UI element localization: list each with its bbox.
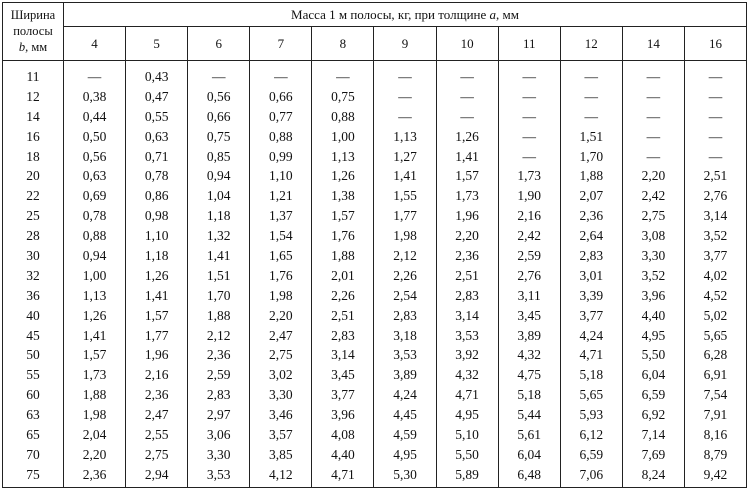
mass-value-cell: 0,94 — [64, 246, 126, 266]
mass-value-cell: 2,36 — [64, 465, 126, 487]
mass-value-cell: 1,26 — [64, 306, 126, 326]
mass-value-cell: 1,13 — [312, 147, 374, 167]
thickness-header-7: 7 — [250, 27, 312, 61]
thickness-header-11: 11 — [498, 27, 560, 61]
table-row — [3, 445, 747, 465]
mass-value-cell: 1,73 — [498, 166, 560, 186]
table-row — [3, 385, 747, 405]
mass-value-cell: 3,02 — [250, 365, 312, 385]
mass-value-cell: 1,41 — [64, 326, 126, 346]
mass-value-cell: 1,88 — [312, 246, 374, 266]
mass-value-cell: 0,69 — [64, 186, 126, 206]
mass-value-cell: 5,02 — [684, 306, 746, 326]
mass-value-cell: 4,59 — [374, 425, 436, 445]
mass-value-cell: 2,83 — [188, 385, 250, 405]
strip-width-cell: 16 — [3, 127, 64, 147]
mass-value-cell: — — [64, 61, 126, 87]
mass-value-cell: 1,98 — [250, 286, 312, 306]
mass-value-cell: 8,79 — [684, 445, 746, 465]
width-unit: , мм — [25, 40, 48, 54]
mass-value-cell: 2,26 — [374, 266, 436, 286]
mass-value-cell: 0,88 — [64, 226, 126, 246]
mass-value-cell: 0,75 — [188, 127, 250, 147]
mass-value-cell: 6,48 — [498, 465, 560, 487]
mass-value-cell: — — [684, 61, 746, 87]
mass-value-cell: 1,00 — [64, 266, 126, 286]
thickness-header-10: 10 — [436, 27, 498, 61]
mass-value-cell: 4,40 — [312, 445, 374, 465]
thickness-header-8: 8 — [312, 27, 374, 61]
table-row — [3, 147, 747, 167]
mass-value-cell: 5,93 — [560, 405, 622, 425]
mass-value-cell: 0,47 — [126, 87, 188, 107]
table-row — [3, 87, 747, 107]
table-row — [3, 266, 747, 286]
table-row — [3, 465, 747, 487]
mass-value-cell: 6,12 — [560, 425, 622, 445]
mass-value-cell: 3,18 — [374, 326, 436, 346]
mass-value-cell: — — [498, 127, 560, 147]
mass-value-cell: 2,36 — [560, 206, 622, 226]
mass-value-cell: 4,71 — [312, 465, 374, 487]
mass-value-cell: 1,26 — [126, 266, 188, 286]
mass-value-cell: 2,59 — [188, 365, 250, 385]
mass-value-cell: 1,70 — [560, 147, 622, 167]
mass-value-cell: 1,54 — [250, 226, 312, 246]
mass-value-cell: 2,54 — [374, 286, 436, 306]
thickness-header-9: 9 — [374, 27, 436, 61]
mass-value-cell: 2,01 — [312, 266, 374, 286]
mass-value-cell: 2,36 — [188, 345, 250, 365]
mass-value-cell: 1,27 — [374, 147, 436, 167]
mass-value-cell: 1,88 — [560, 166, 622, 186]
table-row — [3, 206, 747, 226]
mass-value-cell: 2,12 — [188, 326, 250, 346]
mass-value-cell: 4,02 — [684, 266, 746, 286]
mass-value-cell: 0,77 — [250, 107, 312, 127]
mass-value-cell: 4,52 — [684, 286, 746, 306]
mass-value-cell: 3,14 — [436, 306, 498, 326]
mass-value-cell: 1,41 — [436, 147, 498, 167]
mass-value-cell: 1,57 — [126, 306, 188, 326]
table-header — [3, 3, 747, 61]
mass-value-cell: 3,89 — [498, 326, 560, 346]
table-row — [3, 405, 747, 425]
mass-value-cell: 0,56 — [188, 87, 250, 107]
strip-width-cell: 70 — [3, 445, 64, 465]
mass-value-cell: 1,26 — [436, 127, 498, 147]
mass-value-cell: 1,13 — [64, 286, 126, 306]
mass-value-cell: 3,89 — [374, 365, 436, 385]
mass-value-cell: 3,30 — [250, 385, 312, 405]
mass-value-cell: 3,53 — [436, 326, 498, 346]
mass-value-cell: 1,76 — [312, 226, 374, 246]
mass-value-cell: 8,16 — [684, 425, 746, 445]
table-row — [3, 246, 747, 266]
mass-value-cell: 2,42 — [498, 226, 560, 246]
mass-value-cell: 1,55 — [374, 186, 436, 206]
mass-value-cell: 1,98 — [64, 405, 126, 425]
mass-value-cell: 3,77 — [684, 246, 746, 266]
mass-value-cell: 2,83 — [312, 326, 374, 346]
strip-width-cell: 45 — [3, 326, 64, 346]
mass-value-cell: 0,55 — [126, 107, 188, 127]
mass-value-cell: 5,18 — [498, 385, 560, 405]
mass-value-cell: 3,06 — [188, 425, 250, 445]
mass-value-cell: 2,36 — [126, 385, 188, 405]
strip-width-cell: 22 — [3, 186, 64, 206]
mass-value-cell: 2,20 — [250, 306, 312, 326]
mass-value-cell: 3,57 — [250, 425, 312, 445]
table-row — [3, 127, 747, 147]
mass-value-cell: — — [188, 61, 250, 87]
mass-value-cell: 2,76 — [684, 186, 746, 206]
mass-value-cell: — — [312, 61, 374, 87]
mass-value-cell: 2,20 — [436, 226, 498, 246]
mass-value-cell: 0,78 — [126, 166, 188, 186]
mass-value-cell: 3,77 — [560, 306, 622, 326]
strip-width-cell: 28 — [3, 226, 64, 246]
strip-width-cell: 55 — [3, 365, 64, 385]
table-row — [3, 306, 747, 326]
mass-value-cell: 2,55 — [126, 425, 188, 445]
mass-value-cell: 3,45 — [312, 365, 374, 385]
mass-value-cell: 4,24 — [560, 326, 622, 346]
mass-value-cell: 1,96 — [126, 345, 188, 365]
mass-value-cell: — — [622, 107, 684, 127]
mass-value-cell: 5,18 — [560, 365, 622, 385]
mass-value-cell: 1,41 — [188, 246, 250, 266]
mass-value-cell: 2,42 — [622, 186, 684, 206]
mass-value-cell: 2,94 — [126, 465, 188, 487]
mass-value-cell: 1,90 — [498, 186, 560, 206]
mass-value-cell: 1,26 — [312, 166, 374, 186]
mass-value-cell: 1,98 — [374, 226, 436, 246]
mass-value-cell: 7,06 — [560, 465, 622, 487]
mass-value-cell: 1,38 — [312, 186, 374, 206]
thickness-header-14: 14 — [622, 27, 684, 61]
mass-value-cell: 7,91 — [684, 405, 746, 425]
mass-value-cell: 3,08 — [622, 226, 684, 246]
mass-value-cell: 2,59 — [498, 246, 560, 266]
mass-header-suffix: , мм — [496, 6, 519, 22]
mass-value-cell: — — [622, 87, 684, 107]
mass-value-cell: — — [498, 87, 560, 107]
thickness-header-6: 6 — [188, 27, 250, 61]
mass-value-cell: 5,30 — [374, 465, 436, 487]
strip-width-cell: 63 — [3, 405, 64, 425]
mass-value-cell: 3,52 — [684, 226, 746, 246]
mass-value-cell: — — [560, 87, 622, 107]
mass-value-cell: 1,57 — [64, 345, 126, 365]
mass-value-cell: 1,70 — [188, 286, 250, 306]
mass-value-cell: 4,75 — [498, 365, 560, 385]
thickness-header-12: 12 — [560, 27, 622, 61]
width-column-header — [3, 3, 64, 61]
mass-value-cell: 4,32 — [436, 365, 498, 385]
mass-value-cell: 0,75 — [312, 87, 374, 107]
mass-value-cell: 0,88 — [250, 127, 312, 147]
mass-value-cell: 1,41 — [126, 286, 188, 306]
mass-value-cell: 2,51 — [312, 306, 374, 326]
mass-value-cell: — — [684, 107, 746, 127]
mass-header-prefix: Масса 1 м полосы, кг, при толщине — [291, 6, 490, 22]
mass-value-cell: 1,57 — [312, 206, 374, 226]
strip-width-cell: 25 — [3, 206, 64, 226]
mass-value-cell: 5,65 — [560, 385, 622, 405]
mass-value-cell: 3,92 — [436, 345, 498, 365]
mass-value-cell: — — [560, 107, 622, 127]
mass-value-cell: 2,51 — [684, 166, 746, 186]
mass-value-cell: 0,38 — [64, 87, 126, 107]
mass-value-cell: 2,20 — [64, 445, 126, 465]
mass-value-cell: 4,71 — [436, 385, 498, 405]
strip-width-cell: 12 — [3, 87, 64, 107]
mass-value-cell: 1,13 — [374, 127, 436, 147]
mass-value-cell: 5,10 — [436, 425, 498, 445]
mass-value-cell: 5,61 — [498, 425, 560, 445]
mass-value-cell: 0,44 — [64, 107, 126, 127]
mass-value-cell: 4,32 — [498, 345, 560, 365]
mass-value-cell: 1,10 — [250, 166, 312, 186]
mass-value-cell: — — [498, 61, 560, 87]
mass-value-cell: 3,45 — [498, 306, 560, 326]
mass-value-cell: 2,75 — [622, 206, 684, 226]
table-row — [3, 345, 747, 365]
table-row — [3, 365, 747, 385]
mass-table — [2, 2, 747, 488]
mass-value-cell: 9,42 — [684, 465, 746, 487]
mass-value-cell: 0,99 — [250, 147, 312, 167]
mass-value-cell: 6,04 — [622, 365, 684, 385]
mass-value-cell: 4,45 — [374, 405, 436, 425]
mass-value-cell: 2,83 — [436, 286, 498, 306]
mass-value-cell: 1,57 — [436, 166, 498, 186]
mass-value-cell: 1,51 — [188, 266, 250, 286]
mass-value-cell: 2,16 — [498, 206, 560, 226]
table-row — [3, 61, 747, 87]
strip-width-cell: 75 — [3, 465, 64, 487]
mass-value-cell: 1,65 — [250, 246, 312, 266]
thickness-header-16: 16 — [684, 27, 746, 61]
mass-value-cell: 4,95 — [436, 405, 498, 425]
mass-value-cell: 7,54 — [684, 385, 746, 405]
mass-value-cell: 6,92 — [622, 405, 684, 425]
mass-value-cell: 0,43 — [126, 61, 188, 87]
mass-value-cell: 1,88 — [188, 306, 250, 326]
strip-width-cell: 40 — [3, 306, 64, 326]
mass-value-cell: — — [684, 87, 746, 107]
mass-value-cell: 1,21 — [250, 186, 312, 206]
mass-value-cell: 0,56 — [64, 147, 126, 167]
strip-width-cell: 60 — [3, 385, 64, 405]
mass-value-cell: 0,78 — [64, 206, 126, 226]
mass-value-cell: 5,65 — [684, 326, 746, 346]
mass-value-cell: 5,89 — [436, 465, 498, 487]
strip-width-cell: 11 — [3, 61, 64, 87]
mass-value-cell: 0,86 — [126, 186, 188, 206]
mass-value-cell: 2,04 — [64, 425, 126, 445]
mass-value-cell: 3,01 — [560, 266, 622, 286]
width-header-line-1: Ширина — [10, 8, 56, 22]
width-header-line-3 — [3, 39, 63, 55]
mass-value-cell: 1,77 — [126, 326, 188, 346]
mass-value-cell: — — [622, 61, 684, 87]
strip-width-cell: 30 — [3, 246, 64, 266]
mass-value-cell: 0,88 — [312, 107, 374, 127]
mass-value-cell: 0,98 — [126, 206, 188, 226]
mass-value-cell: — — [498, 147, 560, 167]
mass-value-cell: 4,95 — [622, 326, 684, 346]
mass-value-cell: 1,77 — [374, 206, 436, 226]
mass-value-cell: 4,24 — [374, 385, 436, 405]
mass-value-cell: 2,20 — [622, 166, 684, 186]
mass-value-cell: 0,66 — [188, 107, 250, 127]
strip-width-cell: 18 — [3, 147, 64, 167]
mass-value-cell: 6,28 — [684, 345, 746, 365]
mass-value-cell: 1,37 — [250, 206, 312, 226]
mass-value-cell: 2,83 — [560, 246, 622, 266]
mass-value-cell: 2,51 — [436, 266, 498, 286]
mass-group-header — [64, 3, 747, 27]
strip-width-cell: 32 — [3, 266, 64, 286]
width-header-line-2: полосы — [13, 24, 53, 38]
mass-value-cell: 0,66 — [250, 87, 312, 107]
width-variable: b — [18, 40, 26, 54]
table-row — [3, 286, 747, 306]
thickness-header-5: 5 — [126, 27, 188, 61]
strip-width-cell: 50 — [3, 345, 64, 365]
mass-value-cell: 2,47 — [126, 405, 188, 425]
mass-value-cell: — — [436, 107, 498, 127]
mass-value-cell: 1,32 — [188, 226, 250, 246]
mass-value-cell: 3,85 — [250, 445, 312, 465]
strip-width-cell: 65 — [3, 425, 64, 445]
mass-value-cell: — — [684, 147, 746, 167]
mass-value-cell: 0,63 — [64, 166, 126, 186]
mass-value-cell: 6,91 — [684, 365, 746, 385]
mass-value-cell: 0,71 — [126, 147, 188, 167]
mass-value-cell: 3,39 — [560, 286, 622, 306]
mass-value-cell: 3,52 — [622, 266, 684, 286]
mass-value-cell: 2,16 — [126, 365, 188, 385]
mass-value-cell: 3,30 — [622, 246, 684, 266]
thickness-variable: a — [489, 6, 497, 22]
mass-value-cell: 0,50 — [64, 127, 126, 147]
mass-value-cell: 1,73 — [436, 186, 498, 206]
mass-value-cell: 1,10 — [126, 226, 188, 246]
mass-value-cell: 0,94 — [188, 166, 250, 186]
mass-value-cell: 3,46 — [250, 405, 312, 425]
mass-value-cell: — — [250, 61, 312, 87]
mass-value-cell: 1,18 — [188, 206, 250, 226]
mass-value-cell: 8,24 — [622, 465, 684, 487]
mass-value-cell: 6,59 — [622, 385, 684, 405]
mass-value-cell: 5,50 — [436, 445, 498, 465]
mass-value-cell: 4,95 — [374, 445, 436, 465]
mass-value-cell: 3,96 — [312, 405, 374, 425]
mass-value-cell: 2,83 — [374, 306, 436, 326]
mass-value-cell: — — [374, 107, 436, 127]
mass-value-cell: 1,18 — [126, 246, 188, 266]
strip-width-cell: 36 — [3, 286, 64, 306]
table-row — [3, 166, 747, 186]
mass-value-cell: — — [374, 87, 436, 107]
mass-value-cell: 1,41 — [374, 166, 436, 186]
mass-value-cell: 2,36 — [436, 246, 498, 266]
table-row — [3, 107, 747, 127]
mass-value-cell: 2,26 — [312, 286, 374, 306]
strip-width-cell: 14 — [3, 107, 64, 127]
mass-value-cell: 4,71 — [560, 345, 622, 365]
mass-value-cell: 6,59 — [560, 445, 622, 465]
mass-value-cell: — — [498, 107, 560, 127]
mass-value-cell: 2,47 — [250, 326, 312, 346]
mass-value-cell: 2,76 — [498, 266, 560, 286]
mass-value-cell: 3,11 — [498, 286, 560, 306]
mass-value-cell: 2,12 — [374, 246, 436, 266]
mass-value-cell: 1,00 — [312, 127, 374, 147]
mass-value-cell: 0,85 — [188, 147, 250, 167]
mass-value-cell: 1,04 — [188, 186, 250, 206]
mass-value-cell: 7,69 — [622, 445, 684, 465]
mass-value-cell: 1,88 — [64, 385, 126, 405]
mass-value-cell: 4,12 — [250, 465, 312, 487]
mass-value-cell: 2,97 — [188, 405, 250, 425]
mass-value-cell: 3,53 — [374, 345, 436, 365]
table-row — [3, 186, 747, 206]
mass-value-cell: — — [436, 61, 498, 87]
strip-width-cell: 20 — [3, 166, 64, 186]
mass-value-cell: 3,14 — [312, 345, 374, 365]
mass-value-cell: — — [684, 127, 746, 147]
mass-value-cell: 2,75 — [126, 445, 188, 465]
mass-value-cell: 3,53 — [188, 465, 250, 487]
table-row — [3, 226, 747, 246]
table-body — [3, 61, 747, 488]
mass-value-cell: 1,96 — [436, 206, 498, 226]
thickness-header-row — [3, 27, 747, 61]
mass-value-cell: 3,30 — [188, 445, 250, 465]
mass-value-cell: — — [374, 61, 436, 87]
mass-value-cell: 1,76 — [250, 266, 312, 286]
table-row — [3, 425, 747, 445]
mass-value-cell: — — [622, 147, 684, 167]
mass-value-cell: 1,51 — [560, 127, 622, 147]
mass-value-cell: 4,08 — [312, 425, 374, 445]
table-row — [3, 326, 747, 346]
mass-value-cell: 2,64 — [560, 226, 622, 246]
thickness-header-4: 4 — [64, 27, 126, 61]
mass-value-cell: 1,73 — [64, 365, 126, 385]
document-page — [2, 2, 746, 488]
mass-value-cell: — — [436, 87, 498, 107]
mass-value-cell: 2,75 — [250, 345, 312, 365]
mass-value-cell: 3,96 — [622, 286, 684, 306]
mass-value-cell: 5,50 — [622, 345, 684, 365]
mass-value-cell: — — [560, 61, 622, 87]
mass-value-cell: 2,07 — [560, 186, 622, 206]
mass-value-cell: 5,44 — [498, 405, 560, 425]
mass-value-cell: 3,77 — [312, 385, 374, 405]
mass-value-cell: 3,14 — [684, 206, 746, 226]
mass-value-cell: 7,14 — [622, 425, 684, 445]
mass-value-cell: 4,40 — [622, 306, 684, 326]
mass-value-cell: 6,04 — [498, 445, 560, 465]
mass-value-cell: 0,63 — [126, 127, 188, 147]
mass-value-cell: — — [622, 127, 684, 147]
